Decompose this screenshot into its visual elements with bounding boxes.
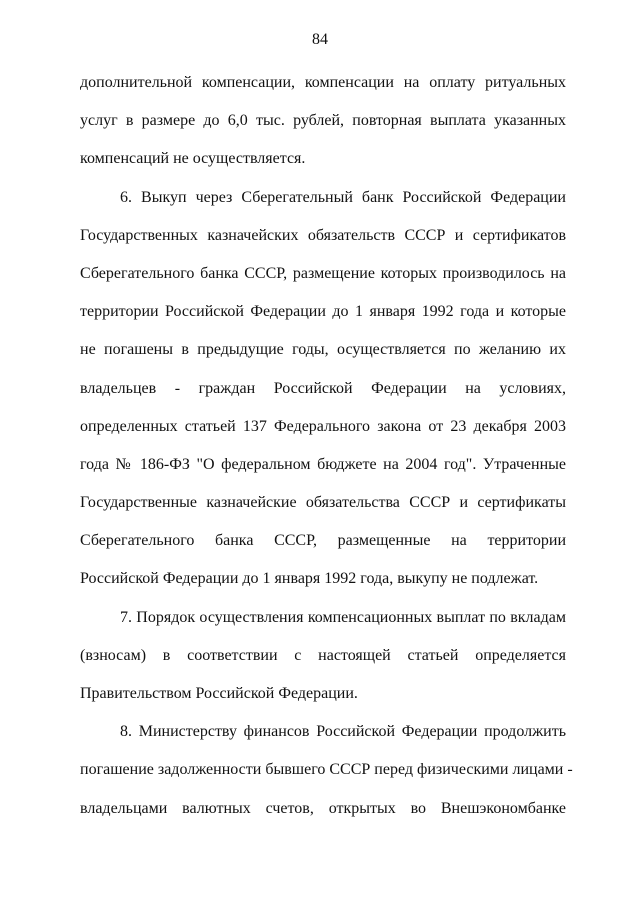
text-line: (взносам) в соответствии с настоящей статьей определяется — [80, 646, 566, 664]
text-line: компенсаций не осуществляется. — [80, 150, 306, 168]
text-line: Государственные казначейские обязательства СССР и сертификаты — [80, 494, 566, 512]
text-line: владельцами валютных счетов, открытых во Внешэкономбанке — [80, 799, 566, 817]
text-line: Государственных казначейских обязательств СССР и сертификатов — [80, 226, 566, 244]
text-line: Российской Федерации до 1 января 1992 года, выкупу не подлежат. — [80, 570, 539, 588]
paragraph-item-6 — [80, 179, 566, 599]
text-line: не погашены в предыдущие годы, осуществляется по желанию их — [80, 341, 566, 359]
paragraph-item-7 — [80, 599, 566, 714]
text-line: 6. Выкуп через Сберегательный банк Российской Федерации — [120, 188, 566, 206]
paragraph-continuation — [80, 64, 566, 179]
text-line: дополнительной компенсации, компенсации на оплату ритуальных — [80, 74, 566, 91]
document-body — [80, 64, 573, 828]
text-line: 8. Министерству финансов Российской Федерации продолжить — [120, 723, 566, 741]
text-line: Сберегательного банка СССР, размещенные на территории — [80, 532, 566, 550]
text-line: 7. Порядок осуществления компенсационных выплат по вкладам — [120, 608, 566, 626]
text-line: года № 186-ФЗ "О федеральном бюджете на 2004 год". Утраченные — [80, 455, 566, 473]
text-line: услуг в размере до 6,0 тыс. рублей, повторная выплата указанных — [80, 112, 566, 130]
text-line: территории Российской Федерации до 1 января 1992 года и которые — [80, 303, 566, 321]
text-line: определенных статьей 137 Федерального закона от 23 декабря 2003 — [80, 417, 566, 435]
page-number: 84 — [312, 31, 328, 48]
text-line: Сберегательного банка СССР, размещение которых производилось на — [80, 264, 566, 282]
text-line: Правительством Российской Федерации. — [80, 685, 358, 702]
text-line: погашение задолженности бывшего СССР перед физическими лицами - — [80, 761, 573, 779]
paragraph-item-8 — [80, 713, 573, 828]
text-line: владельцев - граждан Российской Федерации на условиях, — [80, 379, 566, 397]
